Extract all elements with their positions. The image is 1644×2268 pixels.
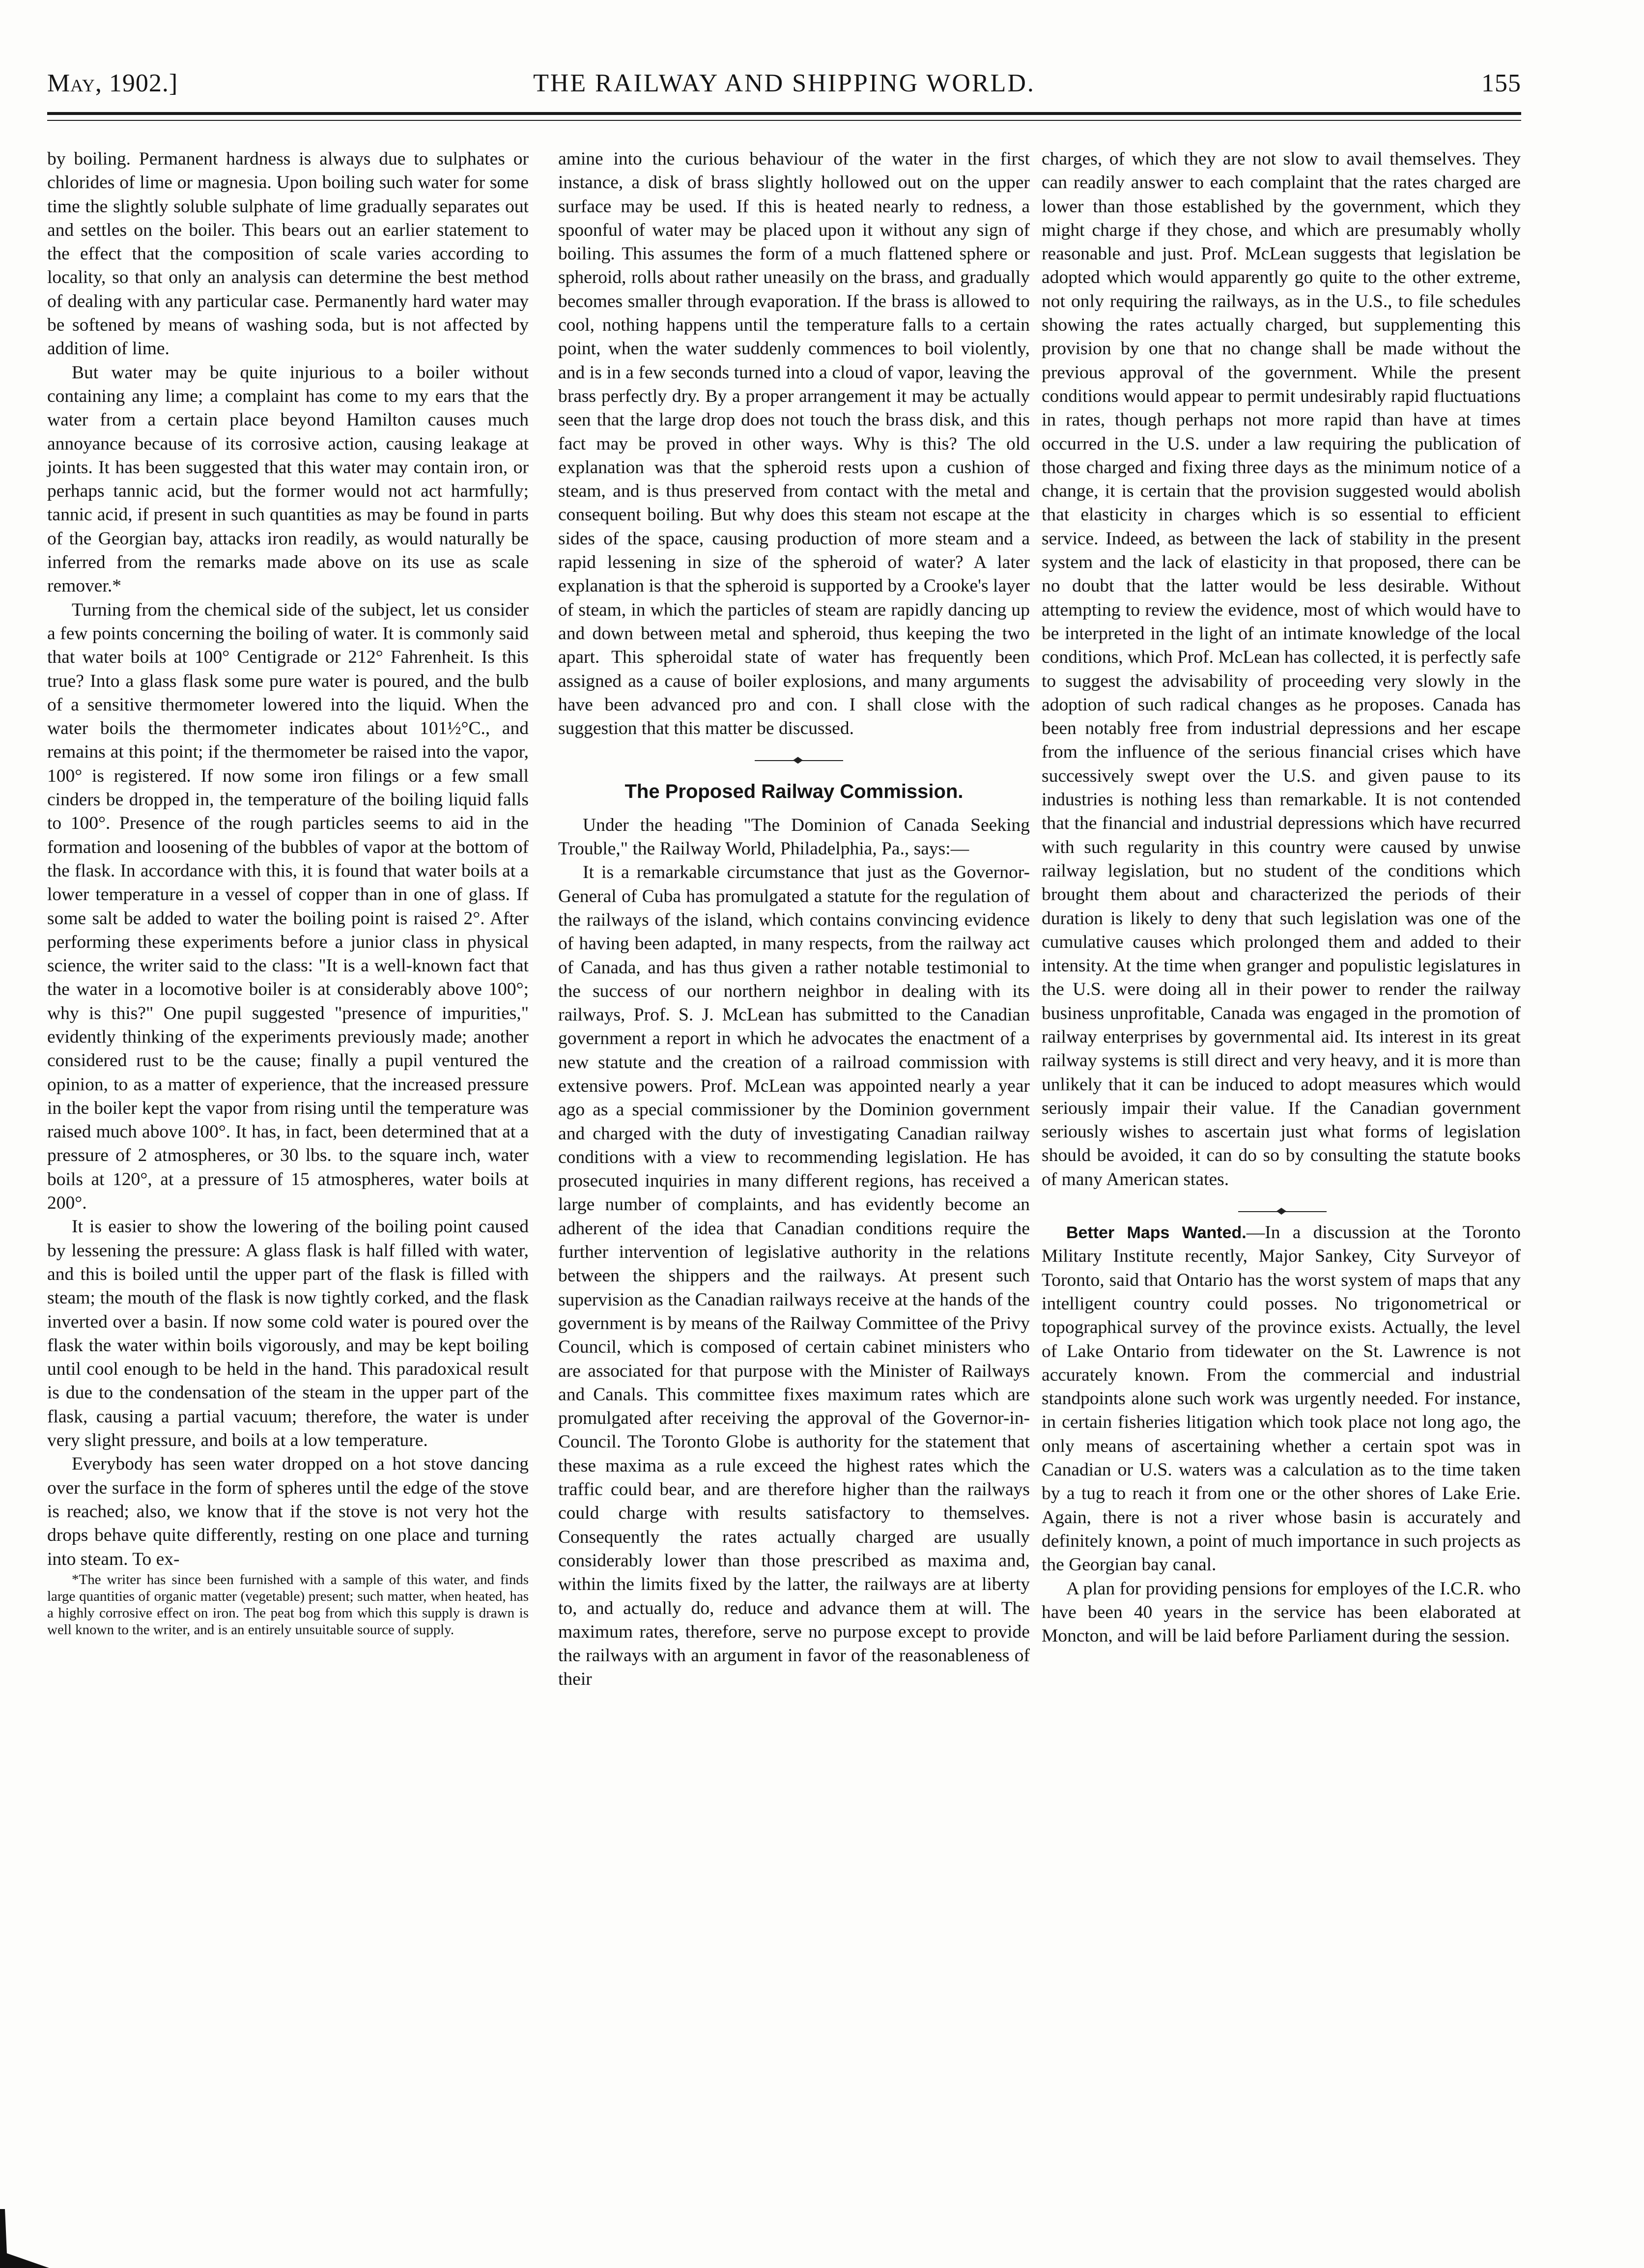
issue-date: May, 1902.] xyxy=(47,69,178,97)
column-middle xyxy=(558,147,1030,1692)
news-item-body: —In a discussion at the Toronto Military Institute recently, Major Sankey, City Surveyor of Toronto, said that Ontario has the worst system of maps that any intelligent country could posses. No trigonometrical or topographical survey of the province exists. Actually, the level of Lake Ontario from tidewater on the St. Lawrence is not accurately known. From the commercial and industrial standpoints alone such work was urgently needed. For instance, in certain fisheries litigation which took place not long ago, the only means of ascertaining whether a certain spot was in Canadian or U.S. waters was a calculation as to the time taken by a tug to reach it from one or the other shores of Lake Erie. Again, there is not a river whose basin is accurately and definitely known, a point of much importance in such projects as the Georgian bay canal. xyxy=(1042,1222,1521,1575)
paragraph: Everybody has seen water dropped on a hot stove dancing over the surface in the form of spheres until the edge of the stove is reached; also, we know that if the stove is not very hot the drops behave quite differently, resting on one place and turning into steam. To ex- xyxy=(47,1454,529,1569)
paragraph: It is a remarkable circumstance that just as the Governor-General of Cuba has promulgated a statute for the regulation of the railways of the island, which contains convincing evidence of having been adapted, in many respects, from the railway act of Canada, and has thus given a rather notable testimonial to the success of our northern neighbor in dealing with its railways, Prof. S. J. McLean has submitted to the Canadian government a report in which he advocates the enactment of a new statute and the creation of a railroad commission with extensive powers. Prof. McLean was appointed nearly a year ago as a special commissioner by the Dominion government and charged with the duty of investigating Canadian railway conditions with a view to recommending legislation. He has prosecuted inquiries in many different regions, has received a large number of complaints, and has evidently become an adherent of the idea that Canadian conditions require the further intervention of legislative authority in the relations between the shippers and the railways. At present such supervision as the Canadian railways receive at the hands of the government is by means of the Railway Committee of the Privy Council, which is composed of certain cabinet ministers who are associated for that purpose with the Minister of Railways and Canals. This committee fixes maximum rates which are promulgated after receiving the approval of the Governor-in-Council. The Toronto Globe is authority for the statement that these maxima as a rule exceed the highest rates which the traffic could bear, and are therefore higher than the railways could charge with results satisfactory to themselves. Consequently the rates actually charged are usually considerably lower than those prescribed as maxima and, within the limits fixed by the latter, the railways are at liberty to, and actually do, reduce and advance them at will. The maximum rates, therefore, serve no purpose except to provide the railways with an argument in favor of the reasonableness of their xyxy=(558,862,1030,1690)
paragraph: It is easier to show the lowering of the boiling point caused by lessening the pressure: A glass flask is half filled with water, and this is boiled until the upper part of the flask is filled with steam; the mouth of the flask is now tightly corked, and the flask inverted over a basin. If now some cold water is poured over the flask the water within boils vigorously, and may be kept boiling until cool enough to be held in the hand. This paradoxical result is due to the condensation of the steam in the upper part of the flask, causing a partial vacuum; therefore, the water is under very slight pressure, and boils at a low temperature. xyxy=(47,1217,529,1451)
page-corner-mark xyxy=(0,2209,49,2268)
header-rule-thin xyxy=(47,120,1521,121)
news-item-maps xyxy=(1042,1221,1521,1577)
paragraph: Turning from the chemical side of the subject, let us consider a few points concerning the boiling of water. It is commonly said that water boils at 100° Centigrade or 212° Fahrenheit. Is this true? Into a glass flask some pure water is poured, and the bulb of a sensitive thermometer lowered into the liquid. When the water boils the thermometer indicates about 101½°C., and remains at this point; if the thermometer be raised into the vapor, 100° is registered. If now some iron filings or a few small cinders be dropped in, the temperature of the boiling liquid falls to 100°. Presence of the rough particles seems to aid in the formation and loosening of the bubbles of vapor at the bottom of the flask. In accordance with this, it is found that water boils at a lower temperature in a vessel of copper than in one of glass. If some salt be added to water the boiling point is raised 2°. After performing these experiments before a junior class in physical science, the writer said to the class: "It is a well-known fact that the water in a locomotive boiler is at considerably above 100°; why is this?" One pupil suggested "presence of impurities," evidently thinking of the experiments previously made; another considered rust to be the cause; finally a pupil ventured the opinion, to as a matter of experience, that the increased pressure in the boiler kept the vapor from rising until the temperature was raised much above 100°. It has, in fact, been determined that at a pressure of 2 atmospheres, or 30 lbs. to the square inch, water boils at 120°, at a pressure of 15 atmospheres, water boils at 200°. xyxy=(47,599,529,1214)
page-number: 155 xyxy=(1481,69,1521,97)
paragraph: Under the heading "The Dominion of Canada Seeking Trouble," the Railway World, Philadelphia, Pa., says:— xyxy=(558,815,1030,859)
running-header xyxy=(47,69,1521,103)
section-divider-ornament xyxy=(1042,1201,1521,1221)
journal-title: THE RAILWAY AND SHIPPING WORLD. xyxy=(533,69,1035,97)
paragraph: amine into the curious behaviour of the water in the first instance, a disk of brass slightly hollowed out on the upper surface may be used. If this is heated nearly to redness, a spoonful of water may be placed upon it without any sign of boiling. This assumes the form of a much flattened sphere or spheroid, rolls about rather uneasily on the brass, and gradually becomes smaller through evaporation. If the brass is allowed to cool, nothing happens until the temperature falls to a certain point, when the water suddenly commences to boil violently, and is in a few seconds turned into a cloud of vapor, leaving the brass perfectly dry. By a proper arrangement it may be actually seen that the large drop does not touch the brass disk, and this fact may be proved in other ways. Why is this? The old explanation was that the spheroid rests upon a cushion of steam, and is thus preserved from contact with the metal and consequent boiling. But why does this steam not escape at the sides of the space, causing production of more steam and a rapid lessening in size of the spheroid of water? A later explanation is that the spheroid is supported by a Crooke's layer of steam, in which the particles of steam are rapidly dancing up and down between metal and spheroid, thus keeping the two apart. This spheroidal state of water has frequently been assigned as a cause of boiler explosions, and many arguments have been advanced pro and con. I shall close with the suggestion that this matter be discussed. xyxy=(558,149,1030,739)
column-left xyxy=(47,147,529,1638)
paragraph: charges, of which they are not slow to avail themselves. They can readily answer to each complaint that the rates charged are lower than those established by the government, which they might charge if they chose, and which are presumably wholly reasonable and just. Prof. McLean suggests that legislation be adopted which would apparently go quite to the other extreme, not only requiring the railways, as in the U.S., to file schedules showing the rates actually charged, but supplementing this provision by one that no change shall be made without the previous approval of the government. While the present conditions would appear to permit undesirably rapid fluctuations in rates, though perhaps not more rapid than have at times occurred in the U.S. under a law requiring the publication of those charged and fixing three days as the minimum notice of a change, it is certain that the provision suggested would abolish that elasticity in charges which is so essential to efficient service. Indeed, as between the lack of stability in the present system and the lack of elasticity in that proposed, there can be no doubt that the latter would be less desirable. Without attempting to review the evidence, most of which would have to be interpreted in the light of an intimate knowledge of the local conditions, which Prof. McLean has collected, it is perfectly safe to suggest the advisability of proceeding very slowly in the adoption of such radical changes as he proposes. Canada has been notably free from industrial depressions and her escape from the influence of the serious financial crises which have successively swept over the U.S. and given pause to its industries is nothing less than remarkable. It is not contended that the financial and industrial depressions which have recurred with such regularity in this country were caused by unwise railway legislation, but no student of the conditions which brought them about and characterized the periods of their duration is likely to deny that such legislation was one of the cumulative causes which prolonged them and added to their intensity. At the time when granger and populistic legislatures in the U.S. were doing all in their power to render the railway business unprofitable, Canada was engaged in the promotion of railway enterprises by governmental aid. Its interest in its great railway systems is still direct and very heavy, and it is more than unlikely that it can be induced to adopt measures which would seriously impair their value. If the Canadian government seriously wishes to ascertain just what forms of legislation should be avoided, it can do so by consulting the statute books of many American states. xyxy=(1042,149,1521,1190)
article-heading: The Proposed Railway Commission. xyxy=(624,781,964,803)
news-item-heading: Better Maps Wanted. xyxy=(1066,1223,1247,1243)
paragraph: by boiling. Permanent hardness is always due to sulphates or chlorides of lime or magnesia. Upon boiling such water for some time the slightly soluble sulphate of lime gradually separates out and settles on the boiler. This bears out an earlier statement to the effect that the composition of scale varies according to locality, so that only an analysis can determine the best method of dealing with any particular case. Permanently hard water may be softened by means of washing soda, but is not affected by addition of lime. xyxy=(47,149,529,359)
column-right xyxy=(1042,147,1521,1648)
news-item-pensions: A plan for providing pensions for employes of the I.C.R. who have been 40 years in the service has been elaborated at Moncton, and will be laid before Parliament during the session. xyxy=(1042,1578,1521,1646)
header-rule-thick xyxy=(47,112,1521,115)
paragraph: But water may be quite injurious to a boiler without containing any lime; a complaint has come to my ears that the water from a certain place beyond Hamilton causes much annoyance because of its corrosive action, causing leakage at joints. It has been suggested that this water may contain iron, or perhaps tannic acid, but the former would not act harmfully; tannic acid, if present in such quantities as may be found in parts of the Georgian bay, attacks iron readily, as would naturally be inferred from the remarks made above on its use as scale remover.* xyxy=(47,362,529,596)
section-divider-ornament xyxy=(558,750,1030,770)
footnote: *The writer has since been furnished with a sample of this water, and finds large quantities of organic matter (vegetable) present; such matter, when heated, has a highly corrosive effect on iron. The peat bog from which this supply is drawn is well known to the writer, and is an entirely unsuitable source of supply. xyxy=(47,1571,529,1638)
